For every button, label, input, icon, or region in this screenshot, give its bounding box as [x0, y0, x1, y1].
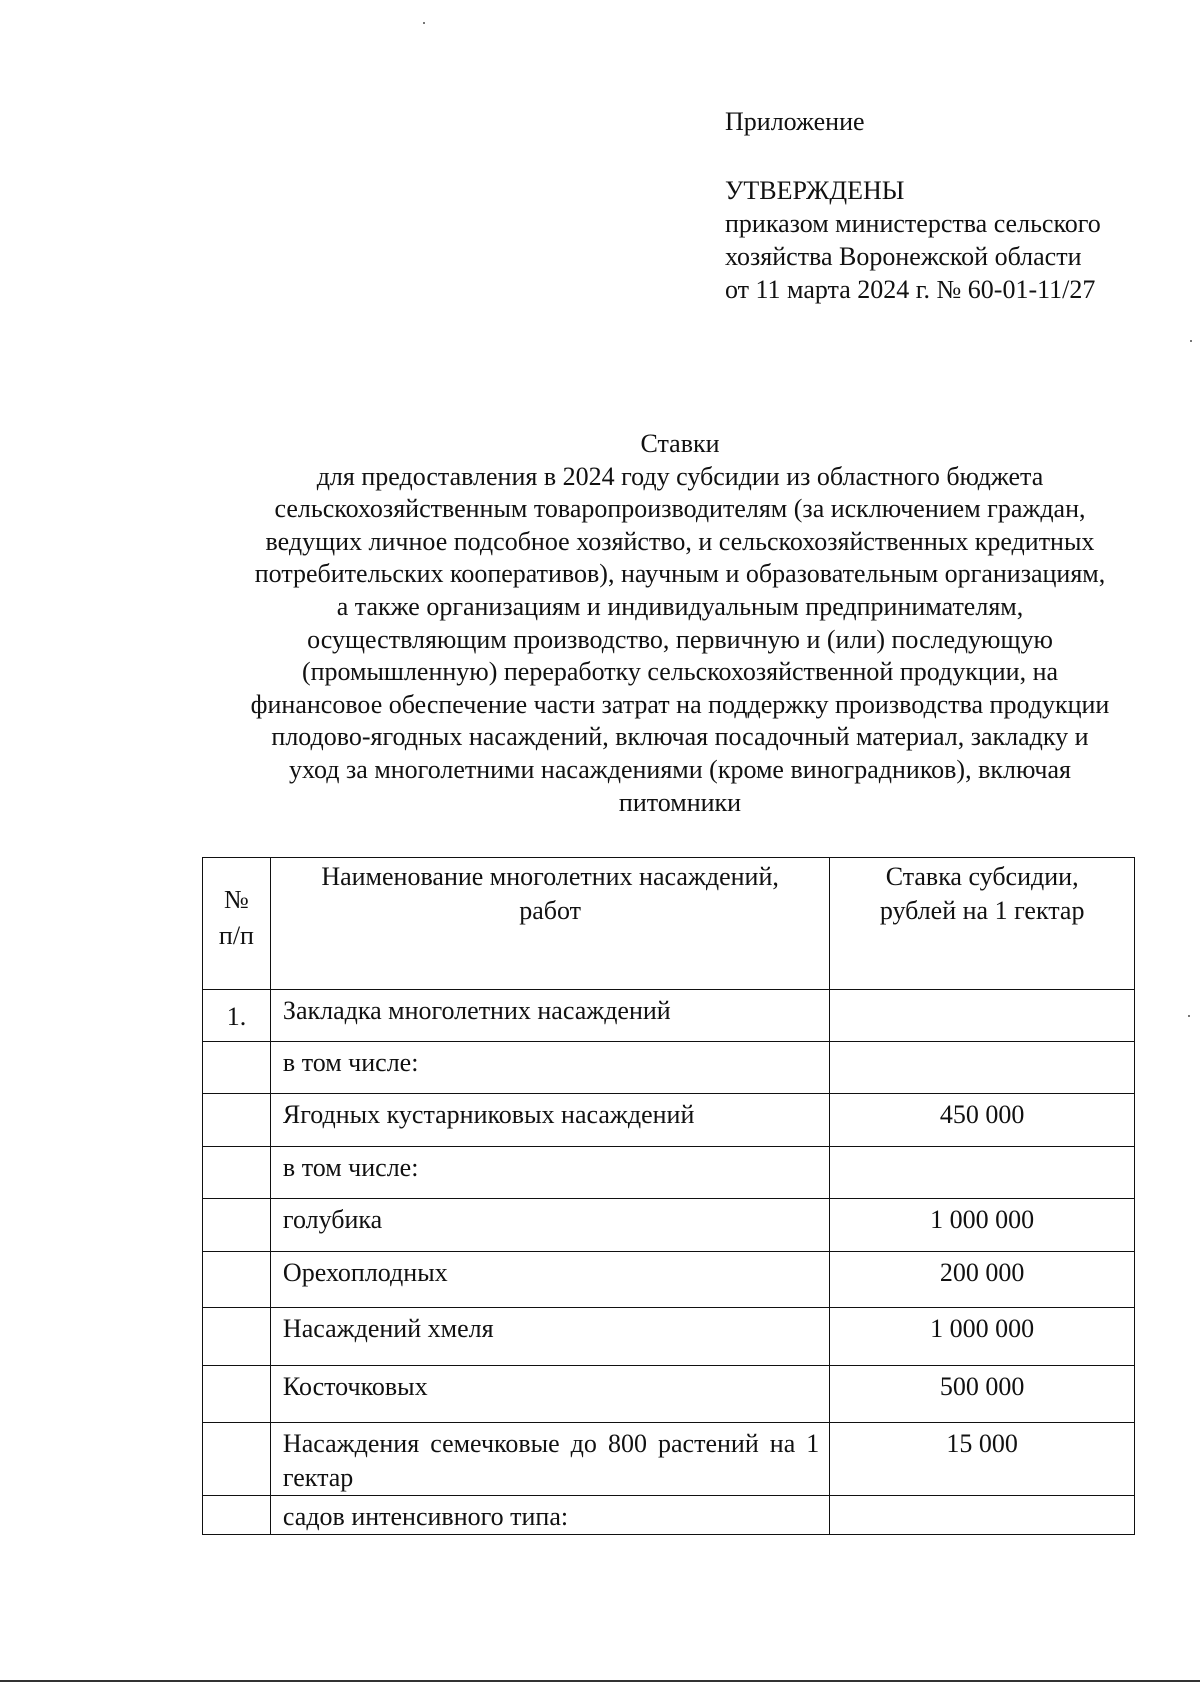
title-line: финансовое обеспечение части затрат на поддержку производства продукции [250, 689, 1110, 719]
title-line: уход за многолетними насаждениями (кроме виноградников), включая [289, 754, 1071, 784]
row-name: садов интенсивного типа: [270, 1496, 829, 1535]
row-number: 1. [203, 990, 271, 1042]
annex-label: Приложение [725, 107, 865, 136]
title-line: потребительских кооперативов), научным и образовательным организациям, [254, 559, 1106, 589]
row-number [203, 1199, 271, 1252]
row-number [203, 1147, 271, 1199]
approval-block [725, 105, 1165, 306]
scan-edge-line [0, 1680, 1200, 1682]
header-name-line1: Наименование многолетних насаждений, [321, 862, 779, 891]
table-row [203, 1308, 1135, 1366]
row-name: Насаждения семечковые до 800 растений на 1 гектар [270, 1423, 829, 1496]
table-row [203, 1199, 1135, 1252]
table-row [203, 1423, 1135, 1496]
row-rate [830, 1147, 1135, 1199]
scan-speck [1190, 340, 1192, 342]
header-number [203, 858, 271, 990]
row-rate [830, 1496, 1135, 1535]
header-rate-line2: рублей на 1 гектар [879, 896, 1085, 925]
title-line: питомники [618, 787, 742, 817]
rates-table [202, 857, 1135, 1535]
scan-speck [423, 22, 425, 24]
table-row [203, 990, 1135, 1042]
row-name: голубика [270, 1199, 829, 1252]
table-row [203, 1147, 1135, 1199]
row-number [203, 1496, 271, 1535]
title-heading: Ставки [640, 429, 720, 458]
header-name [270, 858, 829, 990]
table-row [203, 1042, 1135, 1094]
row-rate: 450 000 [830, 1094, 1135, 1147]
row-name: в том числе: [270, 1042, 829, 1094]
row-name: Орехоплодных [270, 1252, 829, 1308]
row-rate [830, 990, 1135, 1042]
row-name: Косточковых [270, 1366, 829, 1423]
row-name: в том числе: [270, 1147, 829, 1199]
title-line: плодово-ягодных насаждений, включая посадочный материал, закладку и [271, 722, 1089, 752]
table-row [203, 1252, 1135, 1308]
header-rate-line1: Ставка субсидии, [885, 862, 1079, 891]
row-rate: 1 000 000 [830, 1308, 1135, 1366]
row-number [203, 1366, 271, 1423]
title-line: а также организациям и индивидуальным предпринимателям, [336, 591, 1024, 621]
title-line: осуществляющим производство, первичную и (или) последующую [307, 624, 1053, 654]
row-rate: 500 000 [830, 1366, 1135, 1423]
row-rate: 1 000 000 [830, 1199, 1135, 1252]
row-number [203, 1308, 271, 1366]
row-name: Закладка многолетних насаждений [270, 990, 829, 1042]
table-row [203, 1094, 1135, 1147]
row-rate [830, 1042, 1135, 1094]
header-name-line2: работ [519, 896, 581, 925]
row-number [203, 1423, 271, 1496]
row-rate: 200 000 [830, 1252, 1135, 1308]
table-row [203, 1366, 1135, 1423]
document-title [195, 428, 1165, 819]
header-rate [830, 858, 1135, 990]
approval-line: приказом министерства сельского [725, 209, 1101, 238]
header-number-line1: № [224, 884, 249, 914]
row-rate: 15 000 [830, 1423, 1135, 1496]
title-line: для предоставления в 2024 году субсидии из областного бюджета [316, 461, 1044, 491]
title-line: ведущих личное подсобное хозяйство, и сельскохозяйственных кредитных [265, 526, 1095, 556]
approval-line: от 11 марта 2024 г. № 60-01-11/27 [725, 275, 1096, 304]
row-number [203, 1094, 271, 1147]
title-line: сельскохозяйственным товаропроизводителям (за исключением граждан, [274, 494, 1086, 524]
row-name: Насаждений хмеля [270, 1308, 829, 1366]
approval-line: хозяйства Воронежской области [725, 242, 1082, 271]
table-header-row [203, 858, 1135, 990]
title-line: (промышленную) переработку сельскохозяйственной продукции, на [301, 657, 1059, 687]
row-name: Ягодных кустарниковых насаждений [270, 1094, 829, 1147]
scan-speck [1188, 1015, 1190, 1017]
row-number [203, 1042, 271, 1094]
header-number-line2: п/п [218, 920, 254, 950]
table-row [203, 1496, 1135, 1535]
row-number [203, 1252, 271, 1308]
approved-heading: УТВЕРЖДЕНЫ [725, 176, 905, 205]
